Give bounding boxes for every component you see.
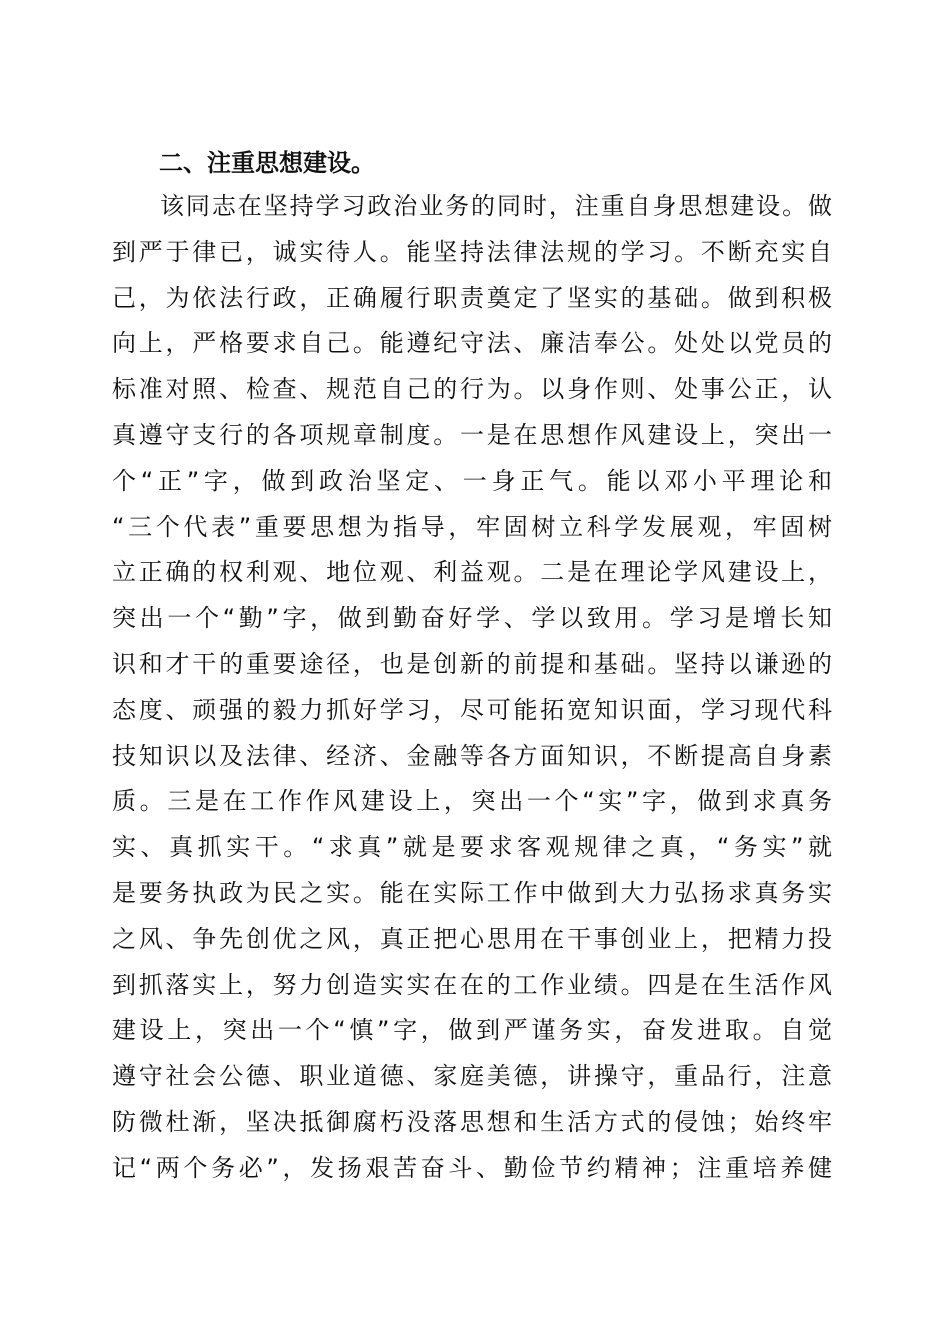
- text-line: 立正确的权利观、地位观、利益观。二是在理论学风建设上，: [112, 558, 832, 587]
- text-line: 己，为依法行政，正确履行职责奠定了坚实的基础。做到积极: [112, 283, 832, 312]
- text-line: 向上，严格要求自己。能遵纪守法、廉洁奉公。处处以党员的: [112, 329, 832, 358]
- section-heading: 二、注重思想建设。: [159, 149, 375, 177]
- text-line: “三个代表”重要思想为指导，牢固树立科学发展观，牢固树: [112, 512, 832, 541]
- text-line: 之风、争先创优之风，真正把心思用在干事创业上，把精力投: [112, 924, 832, 953]
- text-line: 实、真抓实干。“求真”就是要求客观规律之真，“务实”就: [112, 833, 832, 862]
- text-line: 防微杜渐，坚决抵御腐朽没落思想和生活方式的侵蚀；始终牢: [112, 1107, 832, 1136]
- text-line: 真遵守支行的各项规章制度。一是在思想作风建设上，突出一: [112, 420, 832, 449]
- text-line: 是要务执政为民之实。能在实际工作中做到大力弘扬求真务实: [112, 878, 832, 907]
- body-paragraph: [112, 184, 832, 1192]
- text-line: 技知识以及法律、经济、金融等各方面知识，不断提高自身素: [112, 741, 832, 770]
- text-line: 态度、顽强的毅力抓好学习，尽可能拓宽知识面，学习现代科: [112, 695, 832, 724]
- text-line: 遵守社会公德、职业道德、家庭美德，讲操守，重品行，注意: [112, 1062, 832, 1091]
- text-line: 到严于律已，诚实待人。能坚持法律法规的学习。不断充实自: [112, 237, 832, 266]
- text-line: 个“正”字，做到政治坚定、一身正气。能以邓小平理论和: [112, 466, 832, 495]
- text-line: 质。三是在工作作风建设上，突出一个“实”字，做到求真务: [112, 787, 832, 816]
- text-line: 记“两个务必”，发扬艰苦奋斗、勤俭节约精神；注重培养健: [112, 1153, 832, 1182]
- text-line: 突出一个“勤”字，做到勤奋好学、学以致用。学习是增长知: [112, 604, 832, 633]
- text-line: 建设上，突出一个“慎”字，做到严谨务实，奋发进取。自觉: [112, 1016, 832, 1045]
- text-line: 该同志在坚持学习政治业务的同时，注重自身思想建设。做: [160, 192, 832, 220]
- text-line: 识和才干的重要途径，也是创新的前提和基础。坚持以谦逊的: [112, 649, 832, 678]
- text-line: 到抓落实上，努力创造实实在在的工作业绩。四是在生活作风: [112, 970, 832, 999]
- text-line: 标准对照、检查、规范自己的行为。以身作则、处事公正，认: [112, 375, 832, 404]
